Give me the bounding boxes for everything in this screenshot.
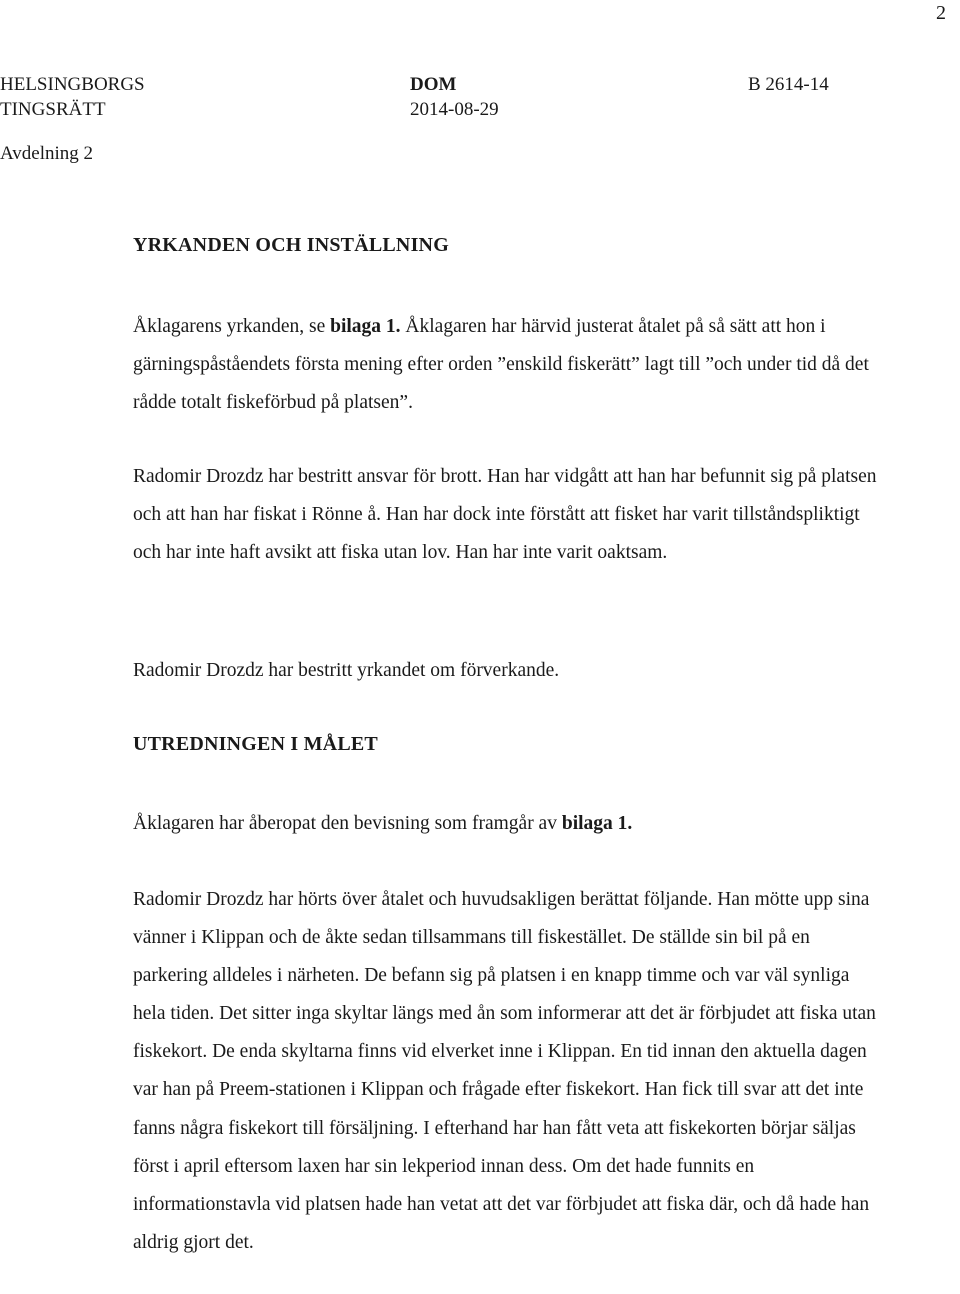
document-date: 2014-08-29 — [410, 99, 499, 120]
paragraph-text: Åklagaren har åberopat den bevisning som framgår av — [133, 813, 562, 834]
paragraph-text: Åklagaren har härvid justerat åtalet på så sätt att hon i gärningspåståendets första mening efter orden ”enskild fiskerätt” lagt till ”och under tid då det rådde totalt fiskeförbud på platsen”. — [133, 316, 869, 413]
section-heading-claims: YRKANDEN OCH INSTÄLLNING — [133, 234, 449, 256]
division: Avdelning 2 — [0, 143, 94, 164]
paragraph-prosecutor-claims — [133, 308, 885, 422]
court-name — [0, 72, 145, 122]
attachment-reference: bilaga 1. — [561, 813, 633, 834]
paragraph-defendant-denial: Radomir Drozdz har bestritt ansvar för brott. Han har vidgått att han har befunnit sig på platsen och att han har fiskat i Rönne å. Han har dock inte förstått att fisket har varit tillståndspliktigt och har inte haft avsikt att fiska utan lov. Han har inte varit oaktsam. — [133, 466, 877, 563]
paragraph-evidence — [133, 805, 885, 843]
section-heading-investigation: UTREDNINGEN I MÅLET — [133, 733, 378, 755]
court-name-line1: HELSINGBORGS — [0, 74, 145, 95]
court-name-line2: TINGSRÄTT — [0, 99, 106, 120]
paragraph-text: Åklagarens yrkanden, se — [133, 316, 331, 337]
paragraph-forfeiture-denial: Radomir Drozdz har bestritt yrkandet om förverkande. — [133, 660, 560, 681]
paragraph-defendant-account: Radomir Drozdz har hörts över åtalet och huvudsakligen berättat följande. Han mötte upp sina vänner i Klippan och de åkte sedan tillsammans till fiskestället. De ställde sin bil på en parkering alldeles i närheten. De befann sig på platsen i en knapp timme och var väl synliga hela tiden. Det sitter inga skyltar längs med ån som informerar att det är förbjudet att fiska utan fiskekort. De enda skyltarna finns vid elverket inne i Klippan. En tid innan den aktuella dagen var han på Preem-stationen i Klippan och frågade efter fiskekort. Han fick till svar att det inte fanns några fiskekort till försäljning. I efterhand har han fått veta att fiskekorten börjar säljas först i april eftersom laxen har sin lekperiod innan dess. Om det hade funnits en informationstavla vid platsen hade han vetat att det var förbjudet att fiska där, och då hade han aldrig gjort det. — [133, 889, 876, 1253]
document-type: DOM — [410, 74, 457, 95]
attachment-reference: bilaga 1. — [330, 316, 401, 337]
case-number: B 2614-14 — [748, 74, 829, 95]
page-number: 2 — [936, 2, 946, 24]
